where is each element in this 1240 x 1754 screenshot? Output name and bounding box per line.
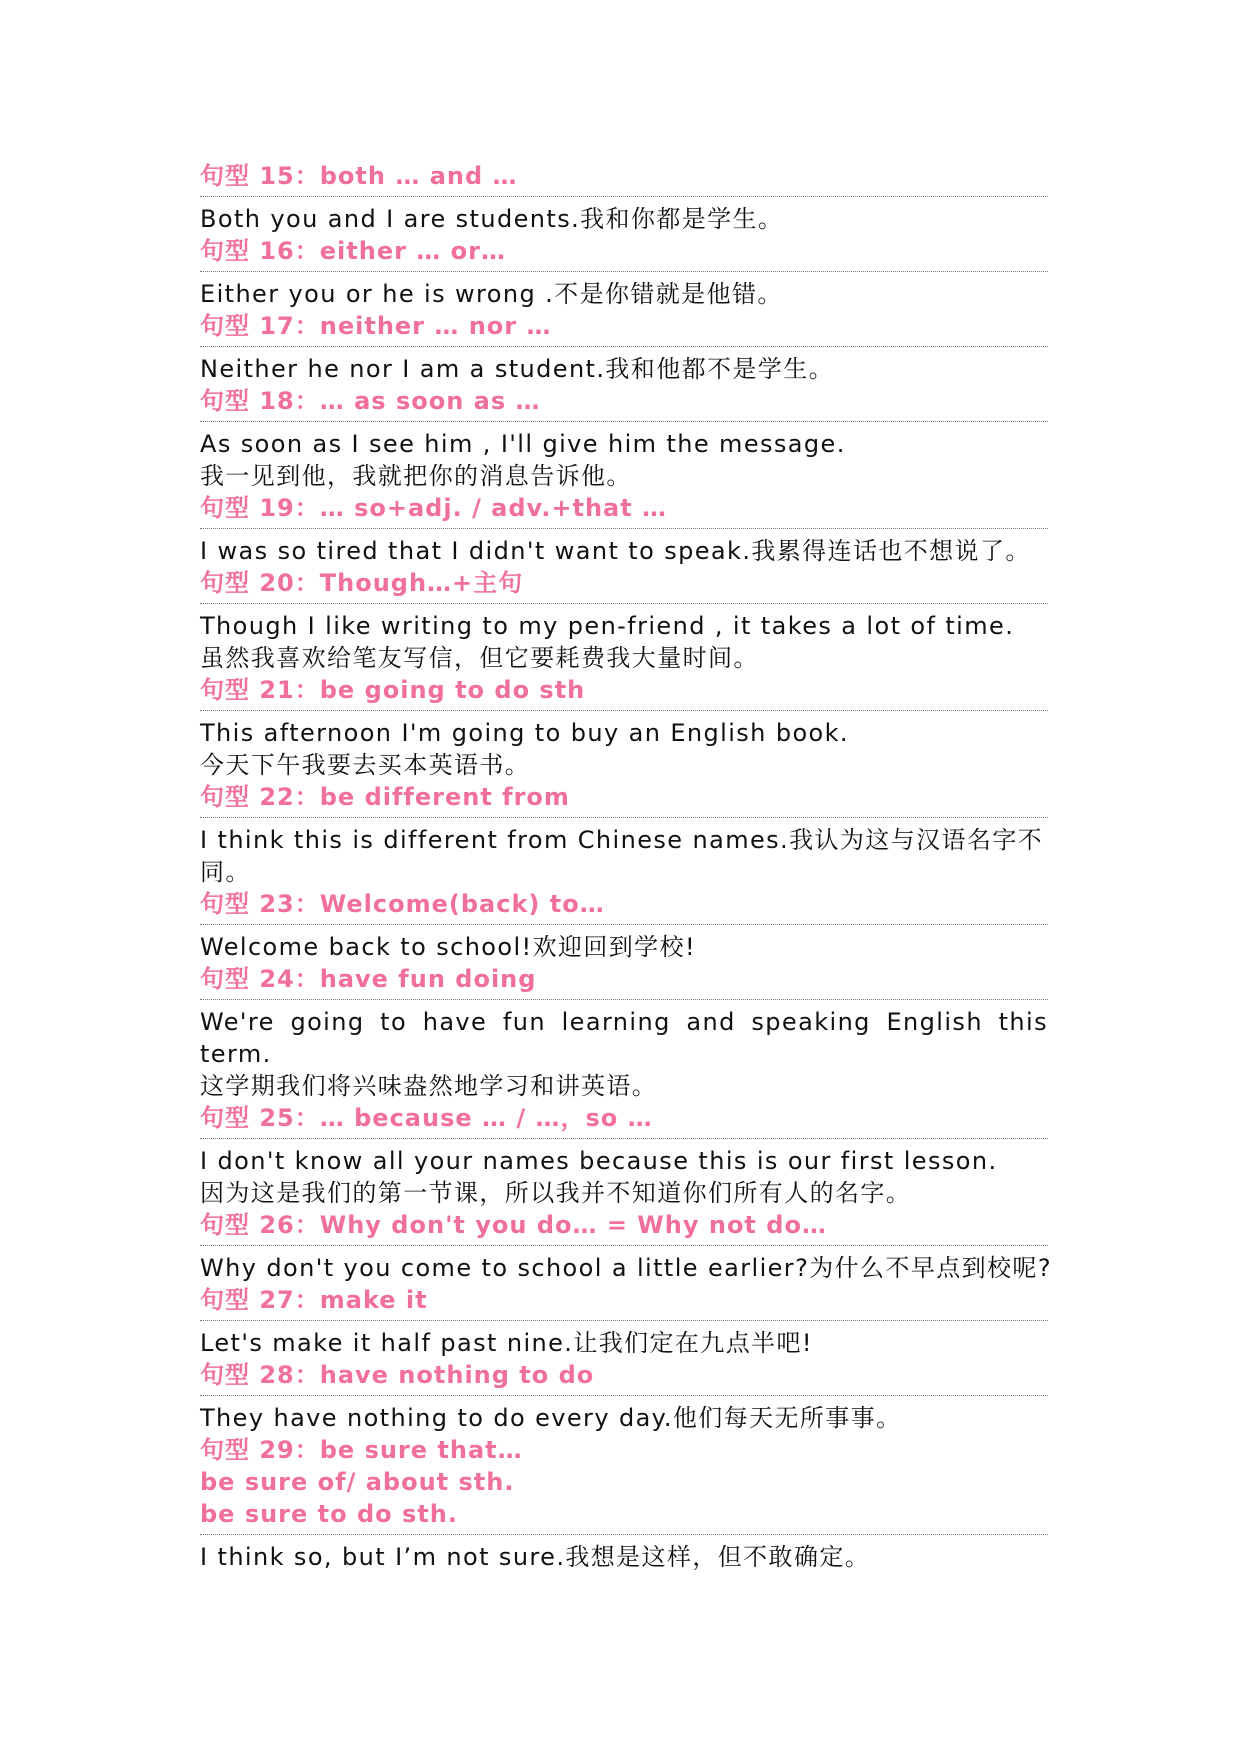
example-sentence: I think this is different from Chinese names.我认为这与汉语名字不 (200, 826, 1044, 854)
pattern-heading-variant: be sure to do sth. (200, 1500, 458, 1528)
pattern-heading: 句型 15：both … and … (200, 162, 518, 190)
pattern-entry-20 (200, 567, 1048, 674)
pattern-heading: 句型 23：Welcome(back) to… (200, 890, 605, 918)
dotted-divider (200, 196, 1048, 197)
pattern-entry-16 (200, 235, 1048, 310)
example-sentence: I think so, but I’m not sure.我想是这样，但不敢确定。 (200, 1543, 871, 1571)
example-sentence: Either you or he is wrong .不是你错就是他错。 (200, 280, 783, 308)
example-sentence: This afternoon I'm going to buy an English book. (200, 719, 849, 747)
pattern-heading: 句型 24：have fun doing (200, 965, 537, 993)
pattern-heading: 句型 25：… because … / …，so … (200, 1104, 653, 1132)
pattern-heading: 句型 26：Why don't you do… = Why not do… (200, 1211, 827, 1239)
pattern-heading: 句型 22：be different from (200, 783, 570, 811)
dotted-divider (200, 603, 1048, 604)
example-sentence-continued: term. (200, 1040, 272, 1068)
example-sentence: As soon as I see him , I'll give him the message. (200, 430, 846, 458)
pattern-entry-26 (200, 1209, 1052, 1284)
pattern-heading: 句型 29：be sure that… (200, 1436, 523, 1464)
pattern-entry-24 (200, 963, 1048, 1102)
example-sentence: We're going to have fun learning and speaking English this (200, 1008, 1048, 1036)
document-page (200, 160, 1052, 1573)
example-sentence: I was so tired that I didn't want to speak.我累得连话也不想说了。 (200, 537, 1031, 565)
example-sentence-continued: 同。 (200, 858, 251, 886)
pattern-entry-19 (200, 492, 1048, 567)
pattern-entry-17 (200, 310, 1048, 385)
pattern-heading: 句型 16：either … or… (200, 237, 506, 265)
pattern-heading: 句型 28：have nothing to do (200, 1361, 595, 1389)
pattern-heading-variant: be sure of/ about sth. (200, 1468, 515, 1496)
example-sentence: Let's make it half past nine.让我们定在九点半吧! (200, 1329, 813, 1357)
pattern-entry-15 (200, 160, 1048, 235)
pattern-heading: 句型 19：… so+adj. / adv.+that … (200, 494, 668, 522)
dotted-divider (200, 924, 1048, 925)
pattern-entry-25 (200, 1102, 1048, 1209)
pattern-entry-21 (200, 674, 1048, 781)
dotted-divider (200, 1534, 1048, 1535)
example-sentence: Why don't you come to school a little earlier?为什么不早点到校呢? (200, 1254, 1052, 1282)
example-translation: 今天下午我要去买本英语书。 (200, 751, 531, 779)
dotted-divider (200, 1320, 1048, 1321)
pattern-heading: 句型 20：Though…+主句 (200, 569, 524, 597)
dotted-divider (200, 817, 1048, 818)
dotted-divider (200, 421, 1048, 422)
dotted-divider (200, 1395, 1048, 1396)
dotted-divider (200, 1138, 1048, 1139)
pattern-heading: 句型 17：neither … nor … (200, 312, 552, 340)
dotted-divider (200, 999, 1048, 1000)
example-translation: 虽然我喜欢给笔友写信，但它要耗费我大量时间。 (200, 644, 759, 672)
example-sentence: They have nothing to do every day.他们每天无所事事。 (200, 1404, 902, 1432)
example-sentence: Though I like writing to my pen-friend , it takes a lot of time. (200, 612, 1015, 640)
example-translation: 因为这是我们的第一节课，所以我并不知道你们所有人的名字。 (200, 1179, 912, 1207)
dotted-divider (200, 1245, 1048, 1246)
pattern-heading: 句型 18：… as soon as … (200, 387, 541, 415)
pattern-entry-27 (200, 1284, 1048, 1359)
example-sentence: I don't know all your names because this is our first lesson. (200, 1147, 998, 1175)
example-translation: 我一见到他，我就把你的消息告诉他。 (200, 462, 632, 490)
dotted-divider (200, 346, 1048, 347)
pattern-entry-29 (200, 1434, 1048, 1573)
example-translation: 这学期我们将兴味盎然地学习和讲英语。 (200, 1072, 658, 1100)
dotted-divider (200, 271, 1048, 272)
pattern-heading: 句型 27：make it (200, 1286, 428, 1314)
example-sentence: Welcome back to school!欢迎回到学校! (200, 933, 696, 961)
pattern-entry-22 (200, 781, 1048, 888)
pattern-heading: 句型 21：be going to do sth (200, 676, 586, 704)
example-sentence: Both you and I are students.我和你都是学生。 (200, 205, 784, 233)
dotted-divider (200, 710, 1048, 711)
dotted-divider (200, 528, 1048, 529)
example-sentence: Neither he nor I am a student.我和他都不是学生。 (200, 355, 834, 383)
pattern-entry-18 (200, 385, 1048, 492)
pattern-entry-23 (200, 888, 1048, 963)
pattern-entry-28 (200, 1359, 1048, 1434)
